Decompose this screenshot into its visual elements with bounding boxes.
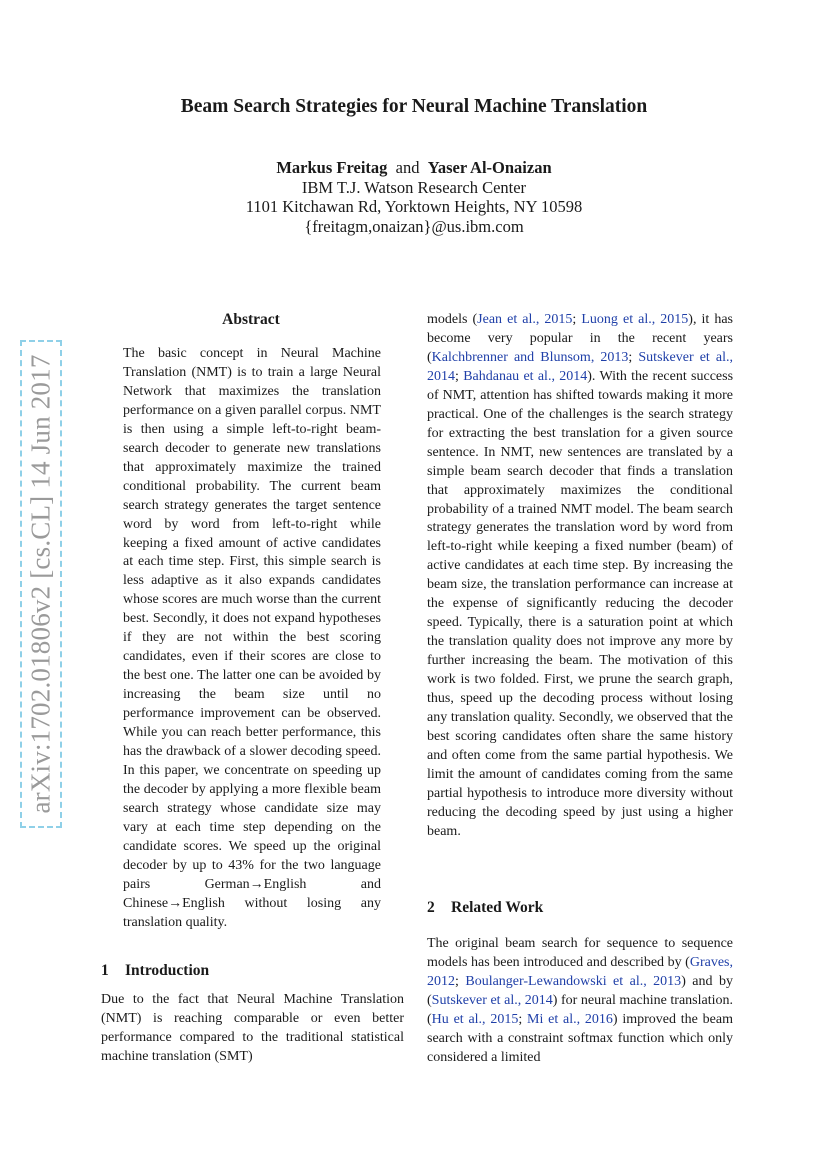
abstract-text: The basic concept in Neural Machine Translation (NMT) is to train a large Neural Network that maximizes the translation performance on a given parallel corpus. NMT is then using a simple left-to-right beam-search decoder to generate new translations that approximately maximize the trained conditional probability. The current beam search strategy generates the target sentence word by word from left-to-right while keeping a fixed amount of active candidates at each time step. First, this simple search is less adaptive as it also expands candidates whose scores are much worse than the current best. Secondly, it does not expand hypotheses if they are not within the best scoring candidates, even if their scores are close to the best one. The latter one can be avoided by increasing the beam size until no performance improvement can be observed. While you can reach better performance, this has the drawback of a slower decoding speed. In this paper, we concentrate on speeding up the decoder by applying a more flexible beam search strategy whose candidate size may vary at each time step depending on the candidate scores. We speed up the original decoder by up to 43% for the two language pairs German→English and Chinese→English without losing any translation quality. xyxy=(123,346,381,930)
right-column-body xyxy=(427,311,733,842)
arxiv-identifier: arXiv:1702.01806v2 [cs.CL] 14 Jun 2017 xyxy=(25,354,56,814)
citation-link[interactable]: Mi et al., 2016 xyxy=(527,1011,613,1027)
section-1-heading xyxy=(101,962,209,980)
section-1-title: Introduction xyxy=(125,962,210,979)
section-2-title: Related Work xyxy=(451,899,544,916)
citation-link[interactable]: Jean et al., 2015 xyxy=(477,312,573,327)
text-run: The original beam search for sequence to sequence models has been introduced and described by ( xyxy=(427,936,733,970)
text-run: ; xyxy=(455,973,466,989)
citation-link[interactable]: Bahdanau et al., 2014 xyxy=(463,368,588,384)
text-run: ) and by ( xyxy=(427,973,733,1008)
introduction-body xyxy=(101,991,404,1067)
section-2-number: 2 xyxy=(427,899,435,916)
introduction-continued-paragraph xyxy=(427,311,733,842)
section-1-number: 1 xyxy=(101,962,109,979)
author-names xyxy=(0,158,828,178)
email: {freitagm,onaizan}@us.ibm.com xyxy=(304,216,524,236)
author-2: Yaser Al-Onaizan xyxy=(427,158,552,177)
text-run: ; xyxy=(455,368,464,384)
author-conjunction: and xyxy=(395,158,420,177)
text-run: ; xyxy=(628,349,639,365)
author-block xyxy=(0,158,828,236)
citation-link[interactable]: Sutskever et al., 2014 xyxy=(427,349,733,384)
abstract-heading: Abstract xyxy=(222,311,280,328)
citation-link[interactable]: Sutskever et al., 2014 xyxy=(431,992,553,1008)
paper-title: Beam Search Strategies for Neural Machine Translation xyxy=(180,96,648,117)
text-run: ; xyxy=(518,1011,528,1027)
text-run: ; xyxy=(572,312,582,327)
text-run: ). With the recent success of NMT, attention has shifted towards making it more practical. One of the challenges is the search strategy for extracting the best translation for a given source sentence. In NMT, new sentences are translated by a simple beam search decoder that finds a translation that approximately maximizes the conditional probability of a trained NMT model. The beam search strategy generates the translation word by word from left-to-right while keeping a fixed number (beam) of active candidates at each time step. By increasing the beam size, the translation performance can increase at the expense of significantly reducing the decoder speed. Typically, there is a saturation point at which the translation quality does not improve any more by further increasing the beam. The motivation of this work is two folded. First, we prune the search graph, thus, speed up the decoding process without losing any translation quality. Secondly, we observed that the best scoring candidates often share the same history and often come from the same partial hypothesis. We limit the amount of candidates coming from the same partial hypothesis to introduce more diversity without reducing the decoding speed by just using a higher beam. xyxy=(427,368,734,839)
author-1: Markus Freitag xyxy=(276,158,388,177)
text-run: ) improved the beam search with a constraint softmax function which only considered a limited xyxy=(427,1011,733,1065)
related-work-paragraph xyxy=(427,935,733,1068)
introduction-paragraph: Due to the fact that Neural Machine Translation (NMT) is reaching comparable or even better performance compared to the traditional statistical machine translation (SMT) xyxy=(101,992,404,1064)
text-run: ) for neural machine translation. ( xyxy=(427,992,734,1027)
related-work-body xyxy=(427,935,733,1068)
citation-link[interactable]: Hu et al., 2015 xyxy=(431,1011,519,1027)
text-run: models ( xyxy=(427,312,478,327)
address: 1101 Kitchawan Rd, Yorktown Heights, NY 10598 xyxy=(245,197,583,216)
citation-link[interactable]: Boulanger-Lewandowski et al., 2013 xyxy=(465,973,682,989)
citation-link[interactable]: Kalchbrenner and Blunsom, 2013 xyxy=(431,349,629,365)
section-2-heading xyxy=(427,899,543,917)
citation-link[interactable]: Graves, 2012 xyxy=(427,954,733,989)
affiliation: IBM T.J. Watson Research Center xyxy=(301,177,527,197)
text-run: ), it has become very popular in the recent years ( xyxy=(427,312,734,365)
citation-link[interactable]: Luong et al., 2015 xyxy=(581,312,689,327)
